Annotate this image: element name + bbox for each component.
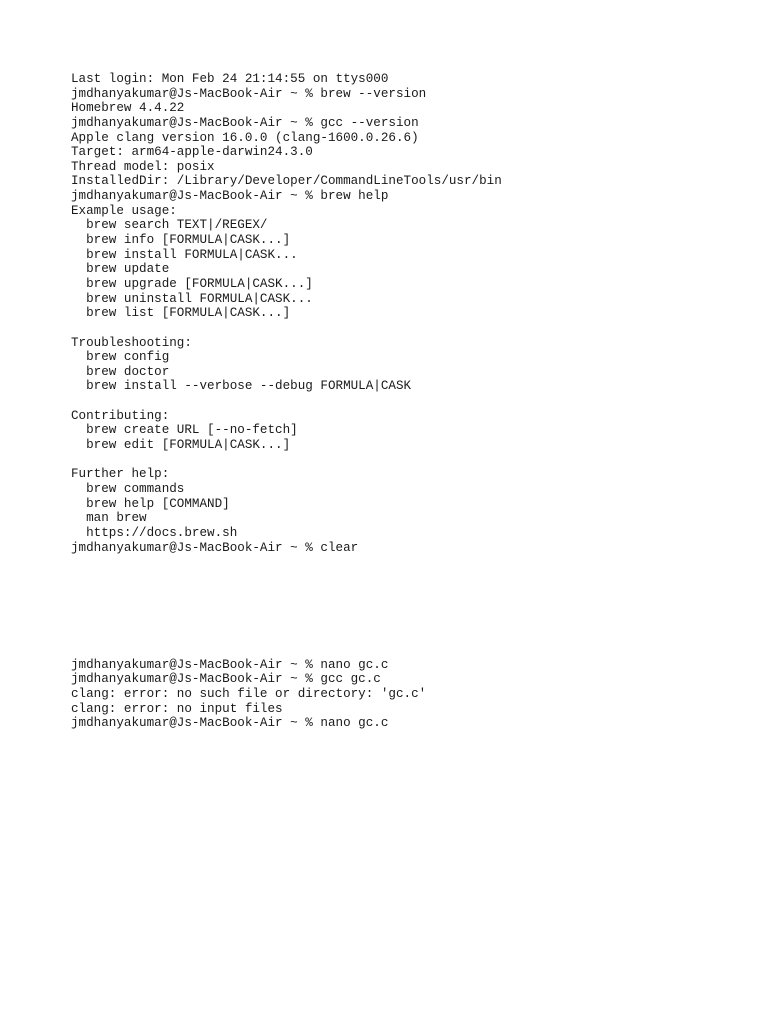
terminal-line: Troubleshooting: (71, 335, 192, 350)
terminal-line: jmdhanyakumar@Js-MacBook-Air ~ % brew help (71, 189, 389, 204)
terminal-line: brew create URL [--no-fetch] (71, 423, 298, 438)
terminal-line: brew install FORMULA|CASK... (71, 247, 298, 262)
terminal-line (71, 321, 751, 336)
terminal-line (71, 453, 751, 468)
terminal-line: brew uninstall FORMULA|CASK... (71, 291, 313, 306)
terminal-line (71, 599, 751, 614)
terminal-output (71, 72, 751, 731)
terminal-line: Last login: Mon Feb 24 21:14:55 on ttys000 (71, 72, 389, 86)
terminal-line: brew update (71, 262, 170, 277)
terminal-line: clang: error: no such file or directory: 'gc.c' (71, 686, 427, 701)
terminal-line: brew search TEXT|/REGEX/ (71, 218, 268, 233)
terminal-line: brew commands (71, 481, 185, 496)
terminal-line: jmdhanyakumar@Js-MacBook-Air ~ % clear (71, 540, 359, 555)
terminal-line: brew upgrade [FORMULA|CASK...] (71, 276, 313, 291)
terminal-line: Target: arm64-apple-darwin24.3.0 (71, 145, 313, 160)
terminal-line (71, 614, 751, 629)
terminal-line: Contributing: (71, 408, 170, 423)
terminal-line (71, 555, 751, 570)
terminal-line: Example usage: (71, 203, 177, 218)
terminal-line: jmdhanyakumar@Js-MacBook-Air ~ % gcc gc.c (71, 672, 381, 687)
terminal-line: jmdhanyakumar@Js-MacBook-Air ~ % nano gc.c (71, 716, 389, 731)
terminal-line: jmdhanyakumar@Js-MacBook-Air ~ % nano gc.c (71, 657, 389, 672)
terminal-line (71, 628, 751, 643)
terminal-line: Thread model: posix (71, 159, 215, 174)
terminal-line (71, 394, 751, 409)
terminal-line: Apple clang version 16.0.0 (clang-1600.0.26.6) (71, 130, 419, 145)
terminal-line: brew info [FORMULA|CASK...] (71, 233, 291, 248)
terminal-line: brew list [FORMULA|CASK...] (71, 306, 291, 321)
terminal-line (71, 584, 751, 599)
terminal-line: brew install --verbose --debug FORMULA|CASK (71, 379, 412, 394)
terminal-line: InstalledDir: /Library/Developer/CommandLineTools/usr/bin (71, 174, 502, 189)
terminal-line: brew help [COMMAND] (71, 496, 230, 511)
terminal-line: jmdhanyakumar@Js-MacBook-Air ~ % gcc --version (71, 115, 419, 130)
terminal-line: jmdhanyakumar@Js-MacBook-Air ~ % brew --version (71, 86, 427, 101)
terminal-line (71, 643, 751, 658)
terminal-line: clang: error: no input files (71, 701, 283, 716)
terminal-line: https://docs.brew.sh (71, 525, 238, 540)
terminal-line: brew doctor (71, 364, 170, 379)
terminal-line: brew edit [FORMULA|CASK...] (71, 438, 291, 453)
terminal-line (71, 570, 751, 585)
terminal-line: brew config (71, 350, 170, 365)
terminal-line: man brew (71, 511, 147, 526)
terminal-line: Homebrew 4.4.22 (71, 101, 185, 116)
terminal-line: Further help: (71, 467, 170, 482)
